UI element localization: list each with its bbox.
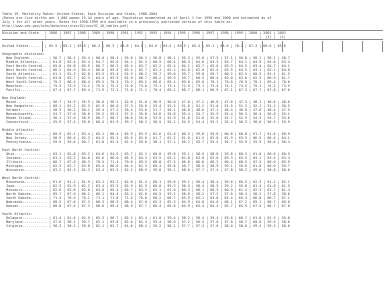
table-row: Middle Atlantic..... | 61.8 | 62.5 | 63.4 | 64.7 | 65.0 | 64.1 | 62.3 | 60.9 | 60.4 | 60.3 | 64.6 | 64.3 | 63.7 | 64.1 | 64.9 | 64.6 | 63.4 (2, 60, 290, 64)
table-row: New Jersey.......... | 58.9 | 60.4 | 62.3 | 64.5 | 65.2 | 63.5 | 62.6 | 61.7 | 61.2 | 61.0 | 61.5 | 62.8 | 62.9 | 63.5 | 66.5 | 66.4 | 64.1 (2, 136, 290, 140)
table-row: Massachusetts....... | 54.7 | 57.0 | 58.6 | 59.5 | 59.5 | 57.5 | 55.8 | 54.6 | 55.8 | 55.4 | 55.7 | 55.9 | 55.4 | 56.3 | 56.4 | 56.0 | 55.1 (2, 112, 290, 116)
table-row: West South Central.. | 70.2 | 68.4 | 68.4 | 69.5 | 70.3 | 70.2 | 69.2 | 68.6 | 69.4 | 69.0 | 69.0 | 70.1 | 70.6 | 70.9 | 70.1 | 69.4 | 70.0 (2, 80, 290, 84)
column-divider (382, 41, 383, 52)
table-row: Connecticut......... | 55.9 | 57.4 | 59.0 | 60.4 | 61.9 | 59.7 | 58.2 | 56.5 | 55.2 | 54.5 | 54.4 | 55.2 | 55.4 | 56.3 | 58.6 | 56.9 | 55.9 (2, 120, 290, 124)
table-row: New England......... | 56.7 | 58.1 | 59.4 | 60.0 | 58.4 | 55.6 | 56.1 | 56.8 | 58.1 | 55.3 | 55.0 | 57.5 | 57.1 | 56.8 | 58.1 | 58.1 | 58.7 (2, 56, 290, 60)
table-row: Ohio................ | 63.1 | 62.8 | 63.2 | 64.6 | 64.5 | 63.7 | 62.1 | 60.8 | 59.8 | 59.1 | 58.9 | 58.8 | 59.8 | 60.5 | 61.0 | 60.6 | 60.5 (2, 152, 290, 156)
table-note: July 1 for all other years. Rates for 1990-1999 are available in a previously published version of this table at: (2, 20, 233, 24)
group-heading: Middle Atlantic: (2, 128, 35, 132)
group-heading: Geographic divisions: (2, 52, 45, 56)
table-row: Wisconsin........... | 63.2 | 62.3 | 62.3 | 63.4 | 63.5 | 62.2 | 60.9 | 59.8 | 59.1 | 58.6 | 57.7 | 57.4 | 57.8 | 58.2 | 59.6 | 58.8 | 58.6 (2, 168, 290, 172)
table-row: Iowa................ | 62.3 | 61.9 | 62.2 | 63.4 | 63.5 | 62.9 | 61.9 | 60.0 | 59.3 | 58.5 | 58.4 | 58.5 | 59.2 | 59.8 | 61.4 | 61.0 | 61.5 (2, 184, 290, 188)
table-row: South Dakota........ | 71.4 | 70.5 | 70.1 | 71.1 | 71.8 | 71.4 | 70.0 | 68.2 | 66.7 | 65.9 | 65.1 | 64.8 | 65.4 | 65.4 | 66.8 | 66.7 | 67.1 (2, 196, 290, 200)
column-divider (302, 41, 303, 52)
table-row: Indiana............. | 63.2 | 63.2 | 64.0 | 65.6 | 66.0 | 65.3 | 64.3 | 63.5 | 63.2 | 62.8 | 63.0 | 62.6 | 63.3 | 63.5 | 64.1 | 63.5 | 63.4 (2, 156, 290, 160)
table-row: Maine............... | 56.7 | 54.9 | 55.5 | 56.6 | 56.2 | 52.6 | 51.0 | 50.9 | 50.0 | 47.8 | 47.2 | 46.6 | 47.6 | 47.3 | 48.1 | 48.6 | 48.6 (2, 100, 290, 104)
table-row: Nebraska............ | 68.5 | 67.6 | 67.3 | 68.3 | 68.9 | 68.4 | 67.0 | 65.3 | 65.3 | 64.9 | 64.8 | 64.6 | 66.1 | 67.2 | 69.1 | 68.7 | 69.0 (2, 200, 290, 204)
table-row: East South Central.. | 63.8 | 62.7 | 62.3 | 64.4 | 63.9 | 61.0 | 60.7 | 60.2 | 59.9 | 59.7 | 60.5 | 60.4 | 63.0 | 63.0 | 62.3 | 60.9 | 61.7 (2, 76, 290, 80)
table-row: Missouri............ | 62.6 | 62.8 | 63.0 | 64.8 | 65.4 | 64.7 | 63.3 | 62.1 | 61.0 | 60.3 | 60.1 | 60.3 | 60.9 | 61.4 | 62.3 | 61.7 | 61.4 (2, 188, 290, 192)
column-subheaders: | | | | | | | | | | | | | | | | (1) | (1) (2, 35, 286, 39)
table-note: http://www.cdc.gov/nchs/data/nvsr/nvsr52/nvsr52_10_tables.pdf) (2, 24, 129, 28)
group-heading: West North Central: (2, 176, 41, 180)
table-row: Virginia............ | 58.3 | 58.2 | 59.8 | 62.1 | 62.7 | 61.6 | 60.4 | 59.2 | 58.2 | 57.7 | 57.3 | 57.6 | 58.0 | 58.6 | 59.4 | 59.3 | 58.6 (2, 224, 290, 228)
table-row: New Hampshire....... | 60.1 | 61.2 | 62.3 | 62.9 | 60.0 | 57.3 | 55.0 | 53.4 | 52.5 | 51.6 | 51.2 | 51.0 | 51.5 | 51.3 | 52.1 | 51.2 | 50.5 (2, 104, 290, 108)
column-divider (362, 41, 363, 52)
group-heading: New England: (2, 96, 27, 100)
column-divider (342, 41, 343, 52)
column-headers: Division and State | 1986 | 1987 | 1988 | 1989 | 1990 | 1991 | 1992 | 1993 | 1994 | 1995 | 1996 | 1997 | 1998 | 1999 | 2000 | 2001 | 2002 (2, 31, 286, 35)
table-row: West North Central.. | 66.2 | 65.9 | 65.4 | 66.0 | 65.4 | 63.5 | 62.7 | 62.1 | 62.2 | 62.0 | 62.0 | 62.5 | 63.5 | 64.5 | 64.1 | 62.1 | 64.0 (2, 68, 290, 72)
table-row: Pennsylvania........ | 59.9 | 59.6 | 60.7 | 61.8 | 62.4 | 61.5 | 59.6 | 58.1 | 57.1 | 56.2 | 55.7 | 55.5 | 55.7 | 55.9 | 55.9 | 56.6 | 56.4 (2, 140, 290, 144)
table-row: Michigan............ | 62.3 | 62.7 | 63.8 | 65.4 | 66.0 | 64.4 | 62.3 | 60.4 | 59.8 | 58.7 | 58.5 | 58.9 | 59.1 | 59.6 | 61.0 | 60.0 | 59.7 (2, 164, 290, 168)
group-heading: South Atlantic: (2, 212, 33, 216)
table-row: South Atlantic...... | 61.1 | 61.3 | 62.0 | 63.5 | 63.4 | 61.9 | 60.2 | 59.7 | 59.0 | 59.7 | 59.8 | 59.7 | 60.2 | 62.5 | 60.5 | 61.1 | 61.5 (2, 72, 290, 76)
table-row-united-states: United States...... | 65.5 | 65.1 | 65.8 | 66.4 | 66.3 | 65.8 | 64.1 | 64.6 | 64.5 | 65.5 | 65.4 | 65.1 | 65.6 | 70.2 | 67.3 | 66.6 | 65.6 (2, 44, 286, 48)
table-row: Illinois............ | 66.7 | 67.0 | 68.3 | 70.5 | 71.4 | 70.6 | 69.5 | 68.8 | 67.5 | 66.8 | 66.6 | 66.2 | 66.4 | 66.5 | 67.5 | 66.6 | 65.9 (2, 160, 290, 164)
table-row: East North Central.. | 65.0 | 64.8 | 65.5 | 66.7 | 66.3 | 65.4 | 63.7 | 62.2 | 62.4 | 64.1 | 63.7 | 63.6 | 63.9 | 64.5 | 63.4 | 64.7 | 64.1 (2, 64, 290, 68)
table-row: Delaware............ | 61.4 | 61.6 | 62.9 | 65.3 | 66.7 | 65.2 | 63.4 | 61.0 | 59.4 | 58.2 | 58.4 | 59.4 | 59.6 | 60.7 | 61.6 | 61.3 | 59.8 (2, 216, 290, 220)
table-title: Table 19. Mortality Rates: United States, Each Division and State, 1986-2004 (2, 12, 158, 16)
table-row: North Dakota........ | 69.7 | 67.0 | 66.2 | 66.1 | 64.4 | 63.2 | 62.0 | 60.5 | 59.2 | 58.6 | 58.2 | 57.2 | 57.6 | 58.4 | 58.2 | 57.8 | 58.6 (2, 192, 290, 196)
table-row: New York............ | 60.9 | 62.1 | 63.4 | 65.1 | 66.4 | 65.9 | 63.5 | 62.6 | 61.6 | 60.5 | 59.8 | 59.6 | 60.8 | 60.8 | 61.7 | 61.6 | 60.9 (2, 132, 290, 136)
table-row: Pacific............. | 67.4 | 67.7 | 69.4 | 71.9 | 72.1 | 71.8 | 71.1 | 70.4 | 69.2 | 68.7 | 68.1 | 66.9 | 67.1 | 67.3 | 67.7 | 67.8 | 67.6 (2, 88, 290, 92)
group-heading: East North Central: (2, 148, 41, 152)
table-row: Vermont............. | 58.3 | 56.2 | 58.1 | 59.4 | 57.2 | 55.4 | 53.6 | 51.7 | 50.1 | 48.8 | 48.6 | 47.1 | 46.4 | 46.8 | 47.6 | 48.4 | 47.5 (2, 108, 290, 112)
column-divider (322, 41, 323, 52)
table-rule (2, 39, 383, 40)
table-row: Kansas.............. | 68.8 | 67.4 | 67.3 | 68.6 | 69.4 | 68.9 | 67.7 | 66.4 | 65.6 | 64.9 | 65.4 | 64.4 | 65.7 | 65.9 | 67.5 | 66.7 | 67.0 (2, 204, 290, 208)
table-row: Maryland............ | 57.6 | 58.1 | 59.7 | 62.1 | 63.8 | 62.6 | 61.3 | 59.4 | 58.0 | 57.2 | 56.5 | 57.0 | 57.8 | 58.7 | 60.0 | 59.9 | 58.6 (2, 220, 290, 224)
table-note: (Rates are live births per 1,000 women 15-44 years of age. Population enumerated as of April 1 for 1990 and 2000 and estimated as of (2, 16, 272, 20)
table-row: Minnesota........... | 61.6 | 61.2 | 61.9 | 63.1 | 63.2 | 62.8 | 61.4 | 60.1 | 59.6 | 59.1 | 58.4 | 58.4 | 59.6 | 60.5 | 62.3 | 61.2 | 62.1 (2, 180, 290, 184)
table-row: Mountain............ | 75.3 | 73.9 | 74.1 | 75.5 | 75.2 | 74.0 | 73.6 | 73.1 | 73.1 | 72.9 | 73.1 | 73.4 | 74.1 | 74.5 | 75.1 | 74.2 | 73.9 (2, 84, 290, 88)
table-row: Rhode Island........ | 56.1 | 57.6 | 58.9 | 60.7 | 60.7 | 58.0 | 55.8 | 53.9 | 52.9 | 51.8 | 51.6 | 52.0 | 52.7 | 52.9 | 54.3 | 54.7 | 53.6 (2, 116, 290, 120)
